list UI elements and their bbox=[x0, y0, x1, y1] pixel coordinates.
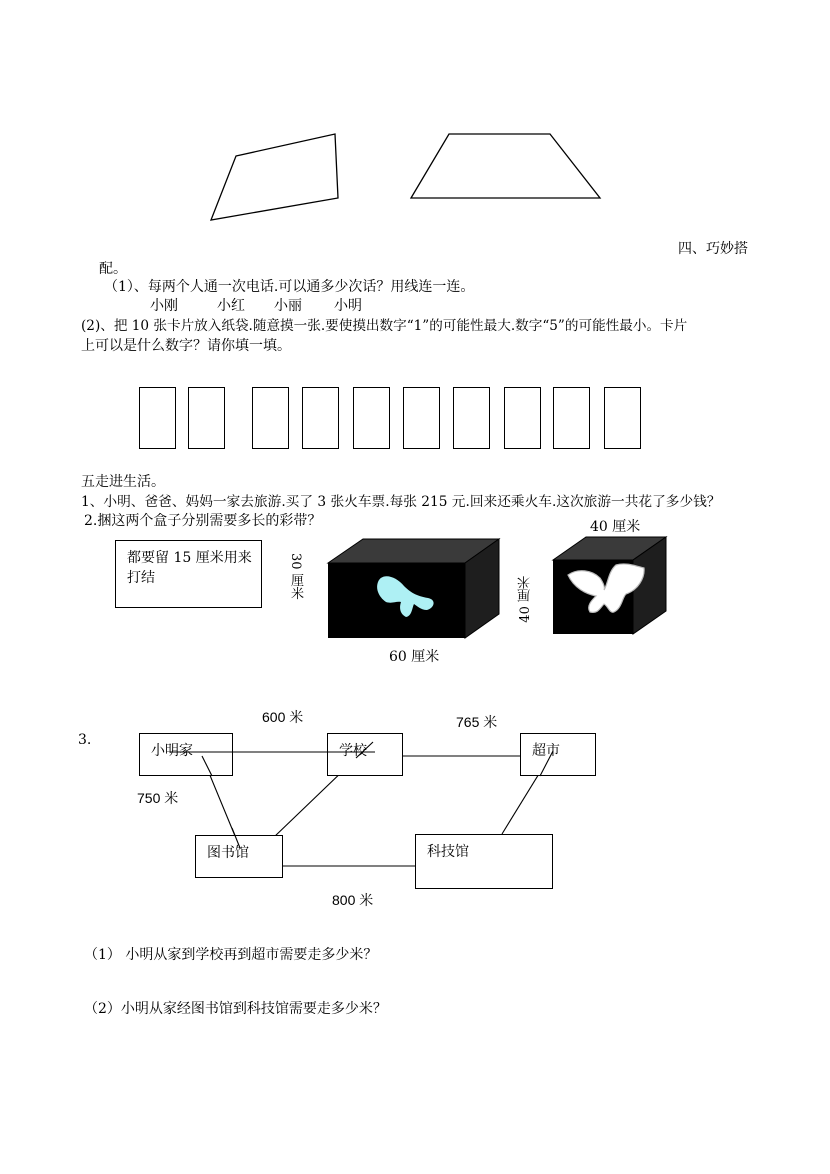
question-4-1: （1）、每两个人通一次电话.可以通多少次话？用线连一连。 bbox=[104, 279, 475, 295]
question-4-2-line1: (2)、把 10 张卡片放入纸袋.随意摸一张.要使摸出数字“1”的可能性最大.数字“5”的可能性最小。卡片 bbox=[81, 318, 688, 334]
question-5-3-1: （1） 小明从家到学校再到超市需要走多少米？ bbox=[84, 947, 378, 963]
place-tech-label: 科技馆 bbox=[427, 844, 469, 860]
place-library-label: 图书馆 bbox=[207, 845, 249, 861]
note-line-1: 都要留 15 厘米用来 bbox=[127, 550, 252, 566]
place-school-label: 学校 bbox=[339, 743, 367, 759]
note-line-2: 打结 bbox=[127, 570, 155, 586]
section-4-title-part2: 配。 bbox=[99, 261, 127, 277]
place-home-label: 小明家 bbox=[151, 743, 193, 759]
box-1-height-label: 30 厘米 bbox=[288, 553, 303, 600]
name-xiaohong: 小红 bbox=[217, 298, 245, 314]
distance-home-library: 750 米 bbox=[137, 790, 179, 806]
question-5-3-number: 3. bbox=[78, 732, 92, 748]
distance-library-tech: 800 米 bbox=[332, 892, 374, 908]
name-xiaoming: 小明 bbox=[334, 298, 362, 314]
place-supermarket-label: 超市 bbox=[532, 743, 560, 759]
distance-home-school: 600 米 bbox=[262, 709, 304, 725]
question-5-3-2: （2）小明从家经图书馆到科技馆需要走多少米？ bbox=[84, 1001, 387, 1017]
box-2-top-label: 40 厘米 bbox=[590, 519, 641, 535]
box-1-width-label: 60 厘米 bbox=[389, 649, 440, 665]
section-5-title: 五走进生活。 bbox=[81, 474, 165, 490]
name-xiaogang: 小刚 bbox=[150, 298, 178, 314]
name-xiaoli: 小丽 bbox=[274, 298, 302, 314]
question-4-2-line2: 上可以是什么数字？请你填一填。 bbox=[81, 338, 291, 354]
question-5-2: 2.捆这两个盒子分别需要多长的彩带？ bbox=[84, 513, 322, 529]
question-5-1: 1、小明、爸爸、妈妈一家去旅游.买了 3 张火车票.每张 215 元.回来还乘火车.这次旅游一共花了多少钱？ bbox=[81, 494, 721, 510]
section-4-title-part1: 四、巧妙搭 bbox=[678, 241, 748, 257]
box-2-height-label: 40 厘米 bbox=[518, 576, 533, 623]
distance-school-supermarket: 765 米 bbox=[456, 714, 498, 730]
